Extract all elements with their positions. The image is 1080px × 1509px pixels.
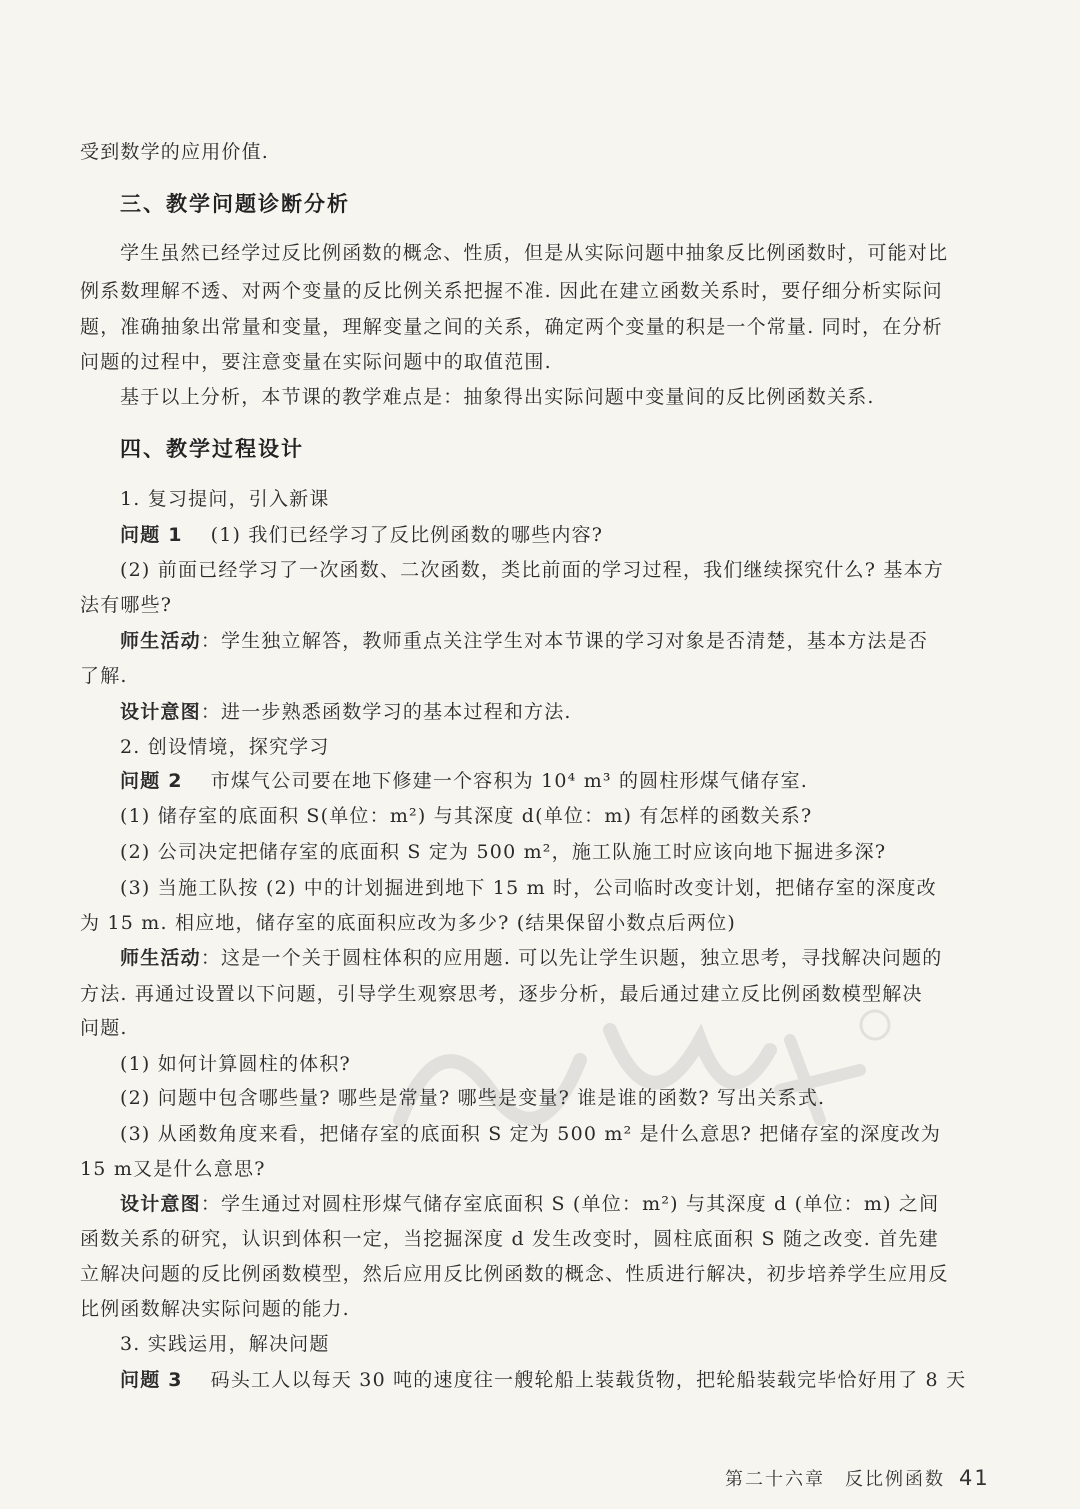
text-line: (2) 问题中包含哪些量? 哪些是常量? 哪些是变量? 谁是谁的函数? 写出关系式.: [120, 1087, 826, 1109]
intent-line: [120, 1189, 1000, 1219]
text-line: 问题.: [80, 1017, 128, 1039]
subsection-title: 3. 实践运用，解决问题: [120, 1333, 330, 1355]
text-line: 为 15 m. 相应地，储存室的底面积应改为多少? (结果保留小数点后两位): [80, 912, 737, 934]
subsection-title: 1. 复习提问，引入新课: [120, 488, 330, 510]
question-line: [120, 1365, 1000, 1395]
text-line: 例系数理解不透、对两个变量的反比例关系把握不准. 因此在建立函数关系时，要仔细分析实际问: [80, 280, 943, 302]
question-text: 市煤气公司要在地下修建一个容积为 10⁴ m³ 的圆柱形煤气储存室.: [210, 770, 809, 792]
text-line: (3) 当施工队按 (2) 中的计划掘进到地下 15 m 时，公司临时改变计划，把储存室的深度改: [120, 877, 937, 899]
subsection-title: 2. 创设情境，探究学习: [120, 736, 330, 758]
activity-text: ：学生独立解答，教师重点关注学生对本节课的学习对象是否清楚，基本方法是否: [200, 630, 929, 652]
text-line: (2) 公司决定把储存室的底面积 S 定为 500 m²，施工队施工时应该向地下掘进多深?: [120, 841, 887, 863]
text-line: 基于以上分析，本节课的教学难点是：抽象得出实际问题中变量间的反比例函数关系.: [120, 386, 875, 408]
intent-label: 设计意图: [120, 701, 201, 723]
text-line: (3) 从函数角度来看，把储存室的底面积 S 定为 500 m² 是什么意思? 把储存室的深度改为: [120, 1123, 942, 1145]
activity-text: ：这是一个关于圆柱体积的应用题. 可以先让学生识题，独立思考，寻找解决问题的: [200, 947, 943, 969]
question-line: [120, 520, 1000, 550]
intent-label: 设计意图: [120, 1193, 201, 1215]
question-label: 问题 2: [120, 770, 183, 792]
text-line: 了解.: [80, 665, 128, 687]
text-line: 比例函数解决实际问题的能力.: [80, 1298, 350, 1320]
text-line: 立解决问题的反比例函数模型，然后应用反比例函数的概念、性质进行解决，初步培养学生应用反: [80, 1263, 949, 1285]
intent-text: ：学生通过对圆柱形煤气储存室底面积 S (单位：m²) 与其深度 d (单位：m) 之间: [200, 1193, 940, 1215]
text-line: 问题的过程中，要注意变量在实际问题中的取值范围.: [80, 351, 552, 373]
text-line: 受到数学的应用价值.: [80, 141, 270, 163]
text-line: 15 m又是什么意思?: [80, 1158, 266, 1180]
question-label: 问题 1: [120, 524, 183, 546]
page-number: 41: [959, 1466, 990, 1490]
text-line: (2) 前面已经学习了一次函数、二次函数，类比前面的学习过程，我们继续探究什么? 基本方: [120, 559, 944, 581]
section-heading-4: 四、教学过程设计: [120, 437, 304, 461]
section-heading-3: 三、教学问题诊断分析: [120, 192, 350, 216]
page-footer: [725, 1465, 990, 1491]
intent-line: [120, 697, 1000, 727]
text-line: 方法. 再通过设置以下问题，引导学生观察思考，逐步分析，最后通过建立反比例函数模型解决: [80, 983, 923, 1005]
text-line: 法有哪些?: [80, 594, 173, 616]
activity-label: 师生活动: [120, 630, 201, 652]
intent-text: ：进一步熟悉函数学习的基本过程和方法.: [200, 701, 572, 723]
text-line: 函数关系的研究，认识到体积一定，当挖掘深度 d 发生改变时，圆柱底面积 S 随之改变. 首先建: [80, 1228, 939, 1250]
question-text: (1) 我们已经学习了反比例函数的哪些内容?: [210, 524, 604, 546]
text-line: (1) 储存室的底面积 S(单位：m²) 与其深度 d(单位：m) 有怎样的函数关系?: [120, 805, 813, 827]
chapter-title: 第二十六章 反比例函数: [725, 1469, 945, 1490]
text-line: (1) 如何计算圆柱的体积?: [120, 1053, 351, 1075]
question-text: 码头工人以每天 30 吨的速度往一艘轮船上装载货物，把轮船装载完毕恰好用了 8 天: [210, 1369, 967, 1391]
question-label: 问题 3: [120, 1369, 183, 1391]
text-line: 题，准确抽象出常量和变量，理解变量之间的关系，确定两个变量的积是一个常量. 同时，在分析: [80, 316, 943, 338]
activity-label: 师生活动: [120, 947, 201, 969]
question-line: [120, 766, 1000, 796]
activity-line: [120, 943, 1000, 973]
text-line: 学生虽然已经学过反比例函数的概念、性质，但是从实际问题中抽象反比例函数时，可能对比: [120, 242, 949, 264]
activity-line: [120, 626, 1000, 656]
